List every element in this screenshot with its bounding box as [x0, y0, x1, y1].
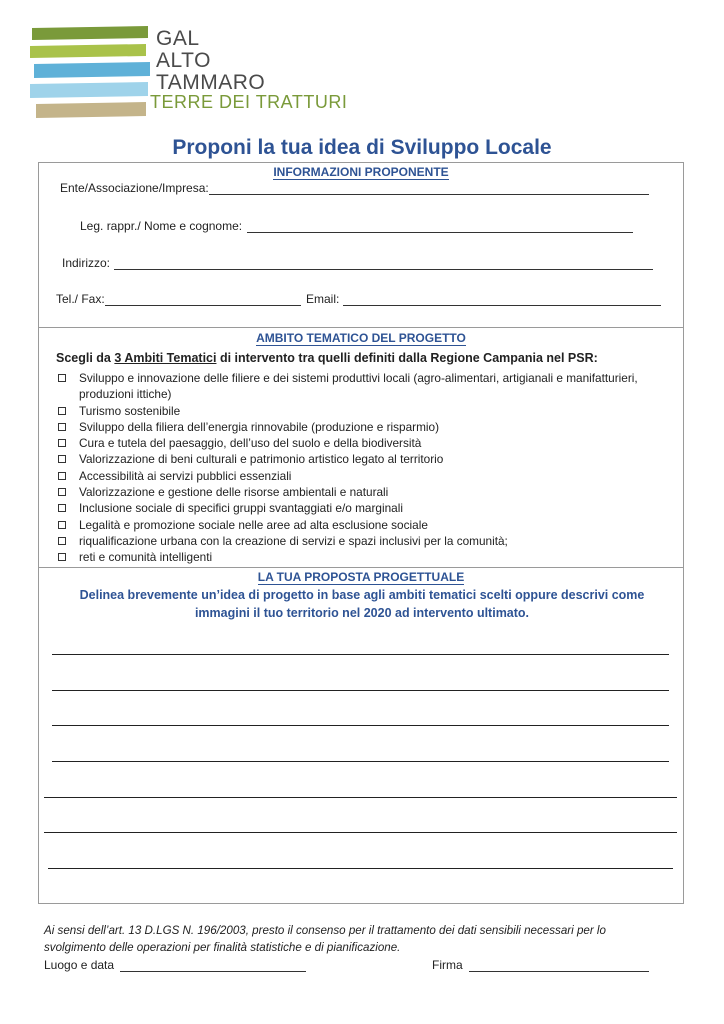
ambito-item-label: Turismo sostenibile	[79, 403, 181, 418]
proposal-write-line[interactable]	[44, 832, 677, 833]
logo-stripe	[30, 82, 148, 98]
ambito-item-label: Legalità e promozione sociale nelle aree ad alta esclusione sociale	[79, 517, 428, 532]
ambito-item-label: Sviluppo della filiera dell’energia rinnovabile (produzione e risparmio)	[79, 419, 440, 434]
proposal-write-line[interactable]	[52, 654, 669, 655]
checkbox[interactable]	[58, 553, 66, 561]
email-label: Email:	[306, 292, 340, 306]
proposal-write-line[interactable]	[52, 761, 669, 762]
section-title-text: INFORMAZIONI PROPONENTE	[273, 165, 449, 179]
ambito-item	[57, 517, 657, 533]
logo-text-gal: GAL	[156, 27, 200, 50]
indirizzo-input-line[interactable]	[114, 257, 653, 270]
field-ente	[60, 181, 649, 195]
ambito-item	[57, 549, 657, 565]
section-title-informazioni	[38, 165, 684, 179]
checkbox[interactable]	[58, 537, 66, 545]
logo-stripe	[36, 102, 146, 118]
ambito-item	[57, 533, 657, 549]
legale-label: Leg. rappr./ Nome e cognome:	[80, 219, 243, 233]
firma-input-line[interactable]	[469, 959, 649, 972]
ambito-item	[57, 419, 657, 435]
ambito-item	[57, 500, 657, 516]
ambito-item	[57, 468, 657, 484]
field-email	[306, 292, 661, 306]
luogo-label: Luogo e data	[44, 958, 115, 972]
section-divider	[38, 567, 684, 568]
ente-input-line[interactable]	[209, 182, 649, 195]
proposal-write-line[interactable]	[52, 690, 669, 691]
logo-stripe	[34, 62, 150, 78]
checkbox[interactable]	[58, 423, 66, 431]
checkbox[interactable]	[58, 455, 66, 463]
luogo-input-line[interactable]	[120, 959, 306, 972]
proposal-write-line[interactable]	[44, 797, 677, 798]
logo-stripe	[30, 44, 146, 58]
proposal-description: Delinea brevemente un’idea di progetto in base agli ambiti tematici scelti oppure descrivi come immagini il tuo territorio nel 2020 ad intervento ultimato.	[79, 588, 645, 620]
indirizzo-label-text: Indirizzo:	[62, 256, 111, 270]
section-title-ambito	[38, 331, 684, 345]
proposal-write-line[interactable]	[52, 725, 669, 726]
page-title: Proponi la tua idea di Sviluppo Locale	[172, 136, 552, 159]
checkbox[interactable]	[58, 374, 66, 382]
logo-text-tammaro: TAMMARO	[156, 71, 266, 94]
section-divider	[38, 327, 684, 328]
checkbox[interactable]	[58, 504, 66, 512]
checkbox[interactable]	[58, 488, 66, 496]
field-luogo-data	[44, 958, 306, 972]
instruction-highlight: 3 Ambiti Tematici	[114, 351, 217, 365]
field-firma	[432, 958, 649, 972]
ambiti-list	[57, 370, 657, 566]
ambito-item-label: Accessibilità ai servizi pubblici essenziali	[79, 468, 292, 483]
ambito-item	[57, 435, 657, 451]
checkbox[interactable]	[58, 472, 66, 480]
logo-text-alto: ALTO	[156, 49, 211, 72]
logo-text-terre: TERRE DEI TRATTURI	[150, 92, 348, 112]
field-indirizzo-row	[62, 256, 653, 270]
ambito-item	[57, 403, 657, 419]
ambito-item-label: Cura e tutela del paesaggio, dell’uso del suolo e della biodiversità	[79, 436, 422, 451]
ambito-item	[57, 370, 657, 403]
privacy-note: Ai sensi dell’art. 13 D.LGS N. 196/2003, presto il consenso per il trattamento dei dati sensibili necessari per lo svolgimento delle operazioni per finalità statistiche e di pianificazione.	[44, 924, 606, 954]
ambito-item-label: Sviluppo e innovazione delle filiere e dei sistemi produttivi locali (agro-alimentari, artigianali e manifatturieri, produzioni ittiche)	[79, 371, 638, 402]
legale-input-line[interactable]	[247, 220, 633, 233]
ambito-item-label: riqualificazione urbana con la creazione di servizi e spazi inclusivi per la comunità;	[79, 533, 508, 548]
ente-label: Ente/Associazione/Impresa:	[60, 181, 209, 195]
email-input-line[interactable]	[343, 293, 661, 306]
checkbox[interactable]	[58, 407, 66, 415]
ambito-item-label: reti e comunità intelligenti	[79, 550, 213, 565]
instruction-pre: Scegli da	[56, 351, 115, 365]
proposal-write-line[interactable]	[48, 868, 673, 869]
section-title-text: AMBITO TEMATICO DEL PROGETTO	[256, 331, 466, 345]
ambito-item-label: Inclusione sociale di specifici gruppi svantaggiati e/o marginali	[79, 501, 403, 516]
ambiti-instruction	[56, 351, 598, 365]
section-title-text: LA TUA PROPOSTA PROGETTUALE	[257, 570, 465, 584]
ambito-item-label: Valorizzazione di beni culturali e patrimonio artistico legato al territorio	[79, 452, 444, 467]
checkbox[interactable]	[58, 439, 66, 447]
logo-stripe	[32, 26, 148, 40]
field-legale	[80, 219, 633, 233]
logo-stripes	[30, 24, 150, 120]
ambito-item	[57, 451, 657, 467]
field-tel-fax	[56, 292, 301, 306]
firma-label: Firma	[432, 958, 463, 972]
ambito-item	[57, 484, 657, 500]
instruction-post: di intervento tra quelli definiti dalla Regione Campania nel PSR:	[216, 351, 598, 365]
section-title-proposta	[38, 570, 684, 584]
tel-input-line[interactable]	[105, 293, 301, 306]
checkbox[interactable]	[58, 521, 66, 529]
ambito-item-label: Valorizzazione e gestione delle risorse ambientali e naturali	[79, 485, 389, 500]
tel-label: Tel./ Fax:	[56, 292, 105, 306]
